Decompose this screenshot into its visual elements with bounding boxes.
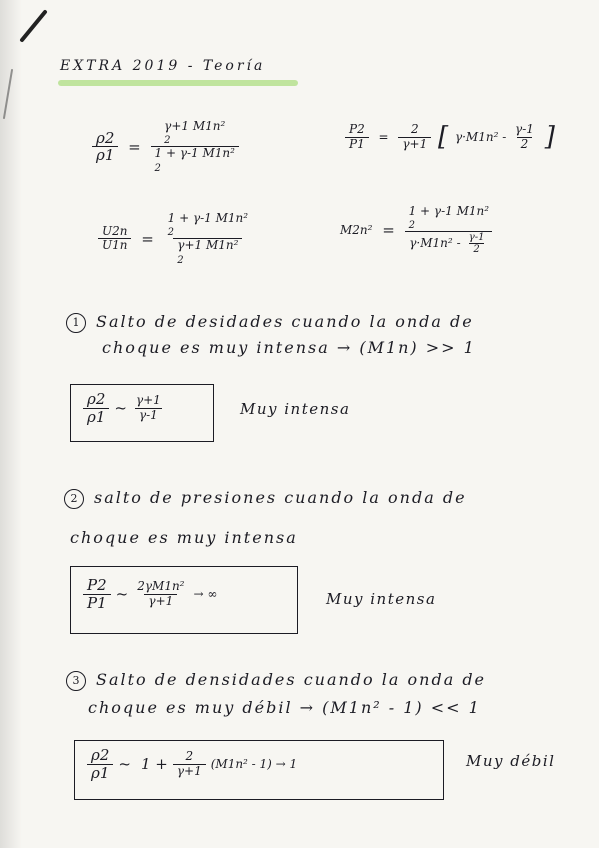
title-highlight [58,80,298,86]
page-edge-shadow [0,0,22,848]
lhs-fraction: $\frac{\rho 2}{\rho 1}$ [92,130,118,164]
item-1-label: Muy intensa [240,400,351,418]
corner-pencil-mark [0,0,60,120]
formula-density-ratio: $\frac{\rho 2}{\rho 1}$ = γ+1 M1n² 2 1 + γ-1 M1n² 2 [92,120,239,174]
item-3-result-box: $\frac{\rho 2}{\rho 1}$ ~ 1 + $\frac{2}{\gamma+1}$ (M1n² - 1) → 1 [74,740,444,800]
rhs-fraction: γ+1 M1n² 2 1 + γ-1 M1n² 2 [151,120,239,174]
formula-downstream-mach: M2n² = 1 + γ-1 M1n² 2 γ·M1n² - $\frac{\gamma-1}{2}$ [340,205,493,255]
item-3-line-1: 3 Salto de densidades cuando la onda de [66,670,486,691]
item-3-label: Muy débil [466,752,556,770]
item-2-label: Muy intensa [326,590,437,608]
item-1-line-1: 1 Salto de desidades cuando la onda de [66,312,474,333]
formula-velocity-ratio: $\frac{U2n}{U1n}$ = 1 + γ-1 M1n² 2 γ+1 M1n² 2 [98,212,252,266]
formula-pressure-ratio: $\frac{P2}{P1}$ = $\frac{2}{\gamma+1}$ [ γ·M1n² - $\frac{\gamma-1}{2}$ ] [345,122,557,152]
item-1-line-2: choque es muy intensa → (M1n) >> 1 [102,338,476,357]
page-title: EXTRA 2019 - Teoría [60,58,266,74]
item-1-result-box: $\frac{\rho 2}{\rho 1}$ ~ $\frac{\gamma+1}{\gamma-1}$ [70,384,214,442]
item-2-result-box: $\frac{P2}{P1}$ ~ $\frac{\text{2γM1n²}}{\gamma+1}$ → ∞ [70,566,298,634]
item-3-line-2: choque es muy débil → (M1n² - 1) << 1 [88,698,481,717]
item-2-line-2: choque es muy intensa [70,528,298,547]
item-2-line-1: 2 salto de presiones cuando la onda de [64,488,467,509]
